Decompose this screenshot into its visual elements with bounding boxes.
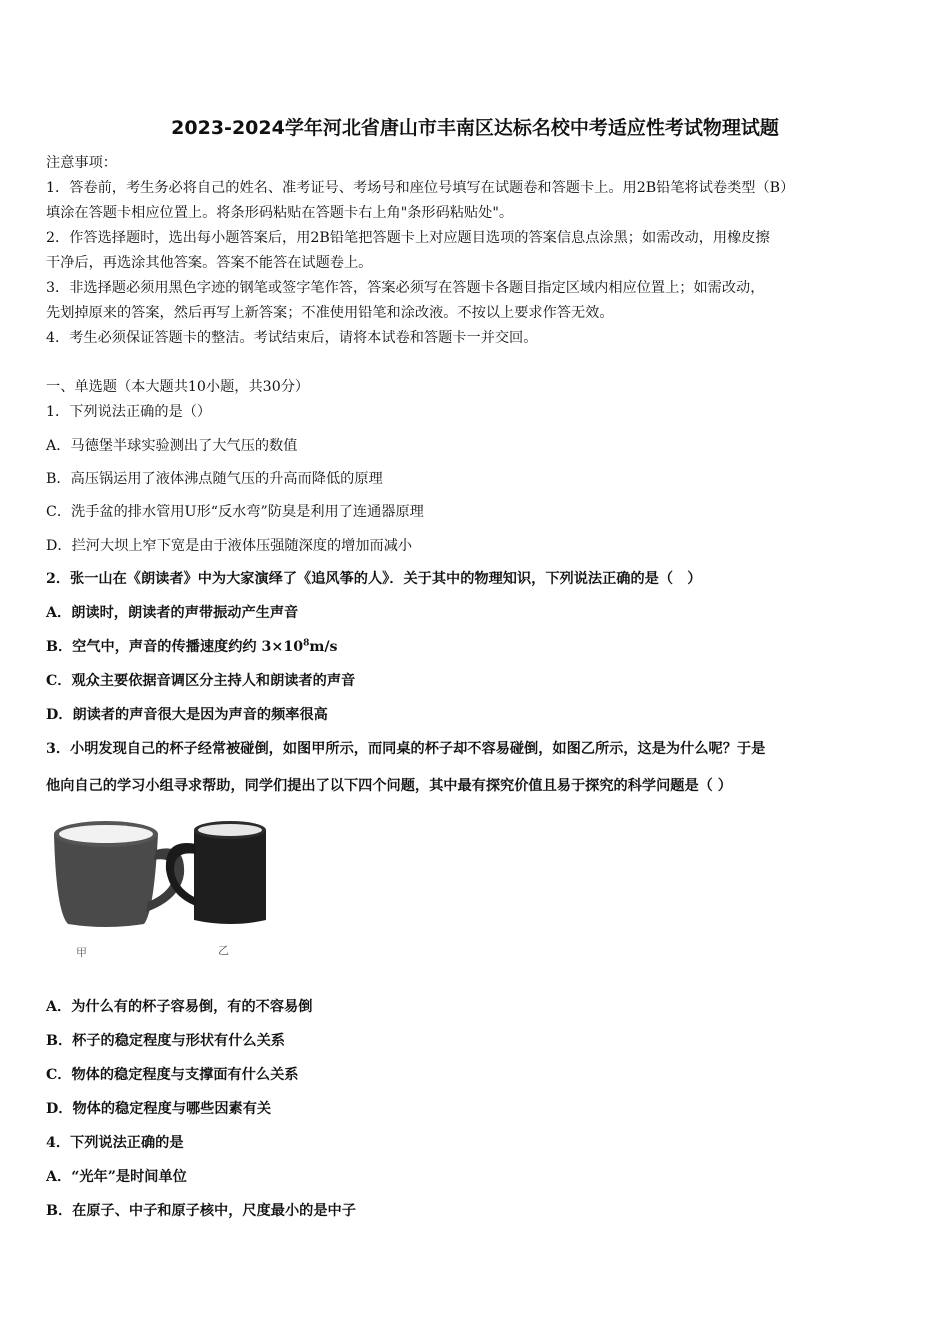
question-2-option-b [46, 636, 338, 656]
question-2-stem: 2．张一山在《朗读者》中为大家演绎了《追风筝的人》．关于其中的物理知识，下列说法正确的是（ ） [46, 571, 702, 587]
unit: m/s [309, 639, 338, 655]
question-4-option-b: B．在原子、中子和原子核中，尺度最小的是中子 [46, 1203, 356, 1219]
mug-left-image [54, 821, 184, 927]
notice-item-1-line-2: 填涂在答题卡相应位置上。将条形码粘贴在答题卡右上角"条形码粘贴处"。 [46, 205, 514, 221]
question-1-option-d: D．拦河大坝上窄下宽是由于液体压强随深度的增加而减小 [46, 538, 413, 554]
figure-label-jia: 甲 [76, 946, 87, 959]
question-3-stem-line-1: 3．小明发现自己的杯子经常被碰倒，如图甲所示，而同桌的杯子却不容易碰倒，如图乙所示，这是为什么呢？于是 [46, 741, 766, 757]
notice-item-2-line-1: 2．作答选择题时，选出每小题答案后，用2B铅笔把答题卡上对应题目选项的答案信息点涂黑；如需改动，用橡皮擦 [46, 230, 770, 246]
notice-item-3-line-1: 3．非选择题必须用黑色字迹的钢笔或签字笔作答，答案必须写在答题卡各题目指定区域内相应位置上；如需改动， [46, 280, 765, 296]
question-4-stem: 4．下列说法正确的是 [46, 1135, 184, 1151]
notice-item-1-line-1: 1．答卷前，考生务必将自己的姓名、准考证号、考场号和座位号填写在试题卷和答题卡上。用2B铅笔将试卷类型（B） [46, 180, 795, 196]
question-2-option-c: C．观众主要依据音调区分主持人和朗读者的声音 [46, 673, 356, 689]
notice-item-3-line-2: 先划掉原来的答案，然后再写上新答案；不准使用铅笔和涂改液。不按以上要求作答无效。 [46, 305, 614, 321]
question-1-option-b: B．高压锅运用了液体沸点随气压的升高而降低的原理 [46, 471, 383, 487]
notice-item-2-line-2: 干净后，再选涂其他答案。答案不能答在试题卷上。 [46, 255, 373, 271]
option-b-text: B．空气中，声音的传播速度约约 3×10 [46, 639, 304, 655]
question-2-option-a: A．朗读时，朗读者的声带振动产生声音 [46, 605, 299, 621]
figure-label-yi: 乙 [218, 944, 229, 957]
question-3-option-c: C．物体的稳定程度与支撑面有什么关系 [46, 1067, 299, 1083]
question-3-option-d: D．物体的稳定程度与哪些因素有关 [46, 1101, 272, 1117]
question-1-option-a: A．马德堡半球实验测出了大气压的数值 [46, 438, 298, 454]
exponent: 8 [303, 638, 310, 649]
mugs-figure [46, 812, 278, 964]
notice-heading: 注意事项： [46, 155, 117, 171]
page-title: 2023-2024学年河北省唐山市丰南区达标名校中考适应性考试物理试题 [171, 117, 779, 139]
question-4-option-a: A．“光年”是时间单位 [46, 1169, 187, 1185]
question-1-option-c: C．洗手盆的排水管用U形“反水弯”防臭是利用了连通器原理 [46, 504, 424, 520]
question-1-stem: 1．下列说法正确的是（） [46, 404, 212, 420]
question-3-option-b: B．杯子的稳定程度与形状有什么关系 [46, 1033, 285, 1049]
section-heading: 一、单选题（本大题共10小题，共30分） [46, 379, 310, 395]
question-3-option-a: A．为什么有的杯子容易倒，有的不容易倒 [46, 999, 313, 1015]
notice-item-4: 4．考生必须保证答题卡的整洁。考试结束后，请将本试卷和答题卡一并交回。 [46, 330, 538, 346]
question-2-option-d: D．朗读者的声音很大是因为声音的频率很高 [46, 707, 328, 723]
question-3-stem-line-2: 他向自己的学习小组寻求帮助，同学们提出了以下四个问题，其中最有探究价值且易于探究的科学问题是（ ） [46, 778, 732, 794]
